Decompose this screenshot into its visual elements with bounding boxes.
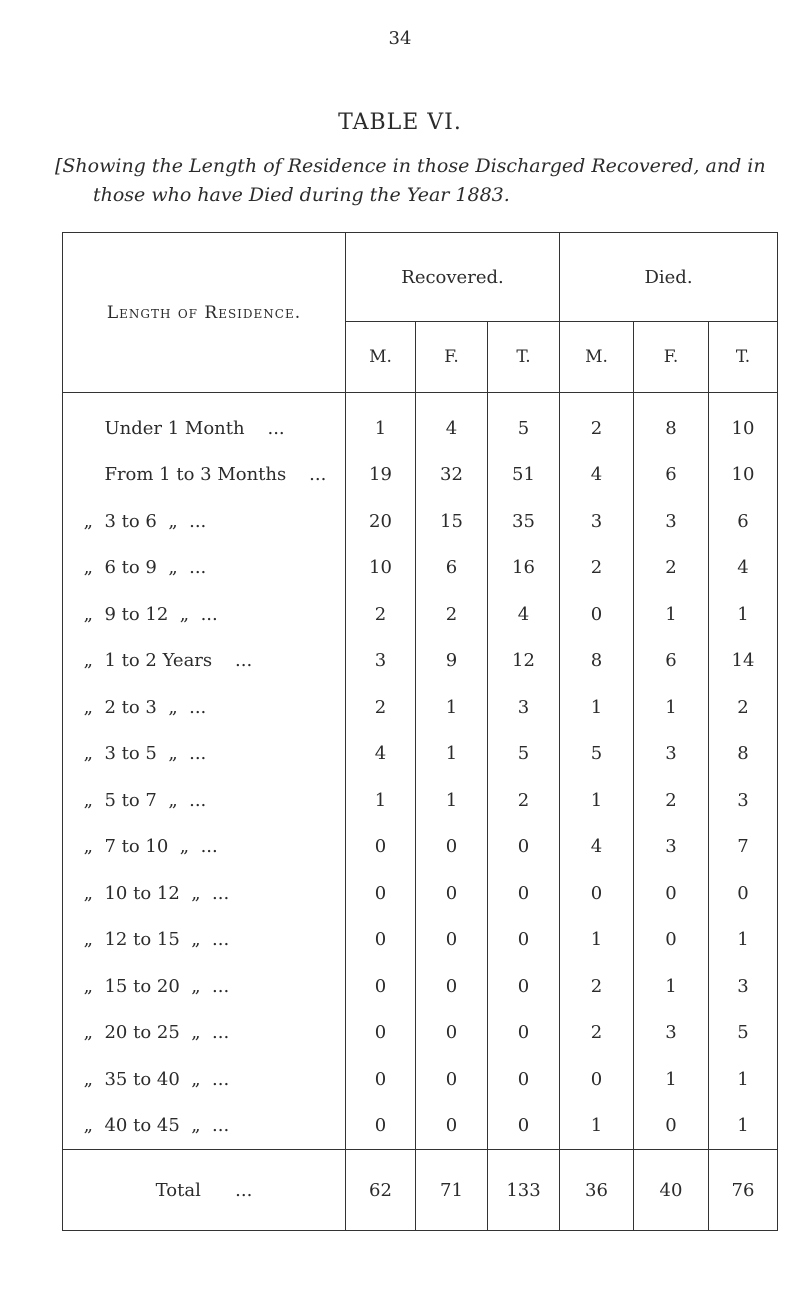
header-recovered-male: M. bbox=[346, 322, 416, 393]
cell-died-total: 1 bbox=[709, 591, 778, 638]
cell-recovered-female: 2 bbox=[416, 591, 488, 638]
leader-dots: ... bbox=[189, 696, 207, 718]
cell-recovered-total: 12 bbox=[488, 638, 560, 685]
cell-recovered-female: 1 bbox=[416, 777, 488, 824]
leader-dots: ... bbox=[309, 464, 327, 486]
cell-recovered-total: 5 bbox=[488, 393, 560, 452]
cell-recovered-total: 3 bbox=[488, 684, 560, 731]
cell-died-female: 1 bbox=[634, 684, 709, 731]
cell-died-male: 2 bbox=[560, 545, 634, 592]
total-label-cell bbox=[63, 1150, 346, 1231]
header-died-female: F. bbox=[634, 322, 709, 393]
leader-dots: ... bbox=[267, 417, 285, 439]
total-dots: ... bbox=[235, 1179, 253, 1201]
cell-died-male: 0 bbox=[560, 1056, 634, 1103]
cell-recovered-female: 0 bbox=[416, 1010, 488, 1057]
cell-died-male: 8 bbox=[560, 638, 634, 685]
unit-ditto-mark: „ bbox=[191, 929, 201, 951]
residence-label-cell bbox=[63, 1010, 346, 1057]
cell-died-female: 1 bbox=[634, 591, 709, 638]
unit-ditto-mark: „ bbox=[168, 789, 178, 811]
leader-dots: ... bbox=[189, 789, 207, 811]
cell-recovered-female: 0 bbox=[416, 824, 488, 871]
cell-recovered-male: 2 bbox=[346, 684, 416, 731]
residence-label-cell bbox=[63, 824, 346, 871]
cell-died-total: 4 bbox=[709, 545, 778, 592]
cell-recovered-male: 0 bbox=[346, 917, 416, 964]
table-row bbox=[63, 452, 778, 499]
leader-dots: ... bbox=[212, 1115, 230, 1137]
leader-dots: ... bbox=[189, 743, 207, 765]
total-recovered-total: 133 bbox=[488, 1150, 560, 1231]
leader-dots: ... bbox=[212, 929, 230, 951]
cell-recovered-female: 0 bbox=[416, 963, 488, 1010]
cell-recovered-female: 0 bbox=[416, 1103, 488, 1150]
caption-line-2: those who have Died during the Year 1883. bbox=[93, 184, 510, 206]
table-row bbox=[63, 731, 778, 778]
residence-range: From 1 to 3 Months bbox=[104, 464, 287, 486]
cell-died-female: 6 bbox=[634, 638, 709, 685]
residence-label-cell bbox=[63, 870, 346, 917]
unit-ditto-mark: „ bbox=[191, 1068, 201, 1090]
header-recovered: Recovered. bbox=[346, 233, 560, 322]
total-died-male: 36 bbox=[560, 1150, 634, 1231]
cell-recovered-male: 0 bbox=[346, 1103, 416, 1150]
cell-died-male: 1 bbox=[560, 777, 634, 824]
cell-recovered-total: 0 bbox=[488, 1103, 560, 1150]
cell-died-male: 2 bbox=[560, 963, 634, 1010]
ditto-mark: „ bbox=[83, 789, 93, 811]
ditto-mark: „ bbox=[83, 975, 93, 997]
residence-label-cell bbox=[63, 917, 346, 964]
cell-recovered-total: 0 bbox=[488, 870, 560, 917]
cell-died-total: 3 bbox=[709, 963, 778, 1010]
ditto-mark: „ bbox=[83, 557, 93, 579]
cell-died-male: 0 bbox=[560, 591, 634, 638]
header-length-of-residence: Length of Residence. bbox=[63, 233, 346, 393]
cell-recovered-female: 1 bbox=[416, 731, 488, 778]
cell-recovered-female: 15 bbox=[416, 498, 488, 545]
cell-recovered-male: 0 bbox=[346, 870, 416, 917]
table-row bbox=[63, 591, 778, 638]
table-row bbox=[63, 1056, 778, 1103]
leader-dots: ... bbox=[212, 882, 230, 904]
leader-dots: ... bbox=[212, 1022, 230, 1044]
cell-recovered-female: 0 bbox=[416, 917, 488, 964]
cell-recovered-total: 51 bbox=[488, 452, 560, 499]
cell-died-total: 1 bbox=[709, 1103, 778, 1150]
residence-range: 15 to 20 bbox=[104, 975, 180, 997]
cell-died-male: 3 bbox=[560, 498, 634, 545]
total-died-female: 40 bbox=[634, 1150, 709, 1231]
cell-recovered-female: 1 bbox=[416, 684, 488, 731]
cell-recovered-male: 0 bbox=[346, 824, 416, 871]
cell-recovered-female: 9 bbox=[416, 638, 488, 685]
table-row bbox=[63, 393, 778, 452]
cell-recovered-total: 2 bbox=[488, 777, 560, 824]
residence-range: 5 to 7 bbox=[104, 789, 157, 811]
residence-label-cell bbox=[63, 545, 346, 592]
header-recovered-female: F. bbox=[416, 322, 488, 393]
table-row bbox=[63, 824, 778, 871]
leader-dots: ... bbox=[200, 836, 218, 858]
ditto-mark: „ bbox=[83, 1068, 93, 1090]
total-died-total: 76 bbox=[709, 1150, 778, 1231]
cell-recovered-male: 0 bbox=[346, 963, 416, 1010]
residence-label-cell bbox=[63, 393, 346, 452]
cell-recovered-male: 1 bbox=[346, 393, 416, 452]
cell-recovered-total: 0 bbox=[488, 917, 560, 964]
table-body bbox=[63, 393, 778, 1150]
leader-dots: ... bbox=[212, 1068, 230, 1090]
table-row bbox=[63, 1103, 778, 1150]
cell-died-total: 10 bbox=[709, 452, 778, 499]
table-row bbox=[63, 777, 778, 824]
cell-died-female: 2 bbox=[634, 777, 709, 824]
cell-recovered-total: 35 bbox=[488, 498, 560, 545]
residence-range: 3 to 5 bbox=[104, 743, 157, 765]
table-row bbox=[63, 498, 778, 545]
ditto-mark: „ bbox=[83, 1115, 93, 1137]
cell-died-female: 8 bbox=[634, 393, 709, 452]
ditto-mark: „ bbox=[83, 510, 93, 532]
table-row bbox=[63, 1010, 778, 1057]
caption-line-1: [Showing the Length of Residence in those Discharged Recovered, and in bbox=[55, 155, 766, 177]
cell-died-female: 3 bbox=[634, 824, 709, 871]
table-row bbox=[63, 917, 778, 964]
leader-dots: ... bbox=[212, 975, 230, 997]
cell-recovered-total: 0 bbox=[488, 1056, 560, 1103]
residence-label-cell bbox=[63, 684, 346, 731]
residence-table bbox=[62, 232, 778, 1231]
cell-recovered-male: 0 bbox=[346, 1010, 416, 1057]
residence-label-cell bbox=[63, 963, 346, 1010]
cell-recovered-total: 5 bbox=[488, 731, 560, 778]
residence-range: 2 to 3 bbox=[104, 696, 157, 718]
cell-recovered-male: 19 bbox=[346, 452, 416, 499]
ditto-mark: „ bbox=[83, 1022, 93, 1044]
residence-label-cell bbox=[63, 498, 346, 545]
cell-recovered-male: 20 bbox=[346, 498, 416, 545]
cell-died-total: 3 bbox=[709, 777, 778, 824]
cell-recovered-total: 0 bbox=[488, 1010, 560, 1057]
residence-range: Under 1 Month bbox=[104, 417, 245, 439]
cell-recovered-female: 4 bbox=[416, 393, 488, 452]
ditto-mark: „ bbox=[83, 743, 93, 765]
unit-ditto-mark: „ bbox=[168, 696, 178, 718]
header-died: Died. bbox=[560, 233, 778, 322]
table-row bbox=[63, 963, 778, 1010]
cell-died-total: 14 bbox=[709, 638, 778, 685]
unit-ditto-mark: „ bbox=[168, 557, 178, 579]
residence-range: 1 to 2 Years bbox=[104, 650, 213, 672]
unit-ditto-mark: „ bbox=[191, 975, 201, 997]
leader-dots: ... bbox=[189, 557, 207, 579]
total-recovered-male: 62 bbox=[346, 1150, 416, 1231]
residence-range: 10 to 12 bbox=[104, 882, 180, 904]
cell-recovered-total: 16 bbox=[488, 545, 560, 592]
ditto-mark: „ bbox=[83, 603, 93, 625]
cell-died-total: 7 bbox=[709, 824, 778, 871]
cell-died-female: 0 bbox=[634, 917, 709, 964]
leader-dots: ... bbox=[200, 603, 218, 625]
cell-died-female: 0 bbox=[634, 1103, 709, 1150]
residence-range: 9 to 12 bbox=[104, 603, 169, 625]
residence-label-cell bbox=[63, 777, 346, 824]
unit-ditto-mark: „ bbox=[191, 1022, 201, 1044]
cell-died-total: 2 bbox=[709, 684, 778, 731]
residence-range: 3 to 6 bbox=[104, 510, 157, 532]
cell-died-male: 2 bbox=[560, 393, 634, 452]
total-recovered-female: 71 bbox=[416, 1150, 488, 1231]
header-died-total: T. bbox=[709, 322, 778, 393]
cell-died-female: 2 bbox=[634, 545, 709, 592]
cell-died-female: 3 bbox=[634, 498, 709, 545]
residence-label-cell bbox=[63, 452, 346, 499]
cell-died-male: 1 bbox=[560, 1103, 634, 1150]
table-caption bbox=[55, 152, 775, 210]
ditto-mark: „ bbox=[83, 929, 93, 951]
ditto-mark: „ bbox=[83, 650, 93, 672]
cell-recovered-female: 0 bbox=[416, 1056, 488, 1103]
table-row bbox=[63, 870, 778, 917]
cell-recovered-male: 4 bbox=[346, 731, 416, 778]
residence-label-cell bbox=[63, 731, 346, 778]
cell-died-female: 3 bbox=[634, 731, 709, 778]
residence-range: 40 to 45 bbox=[104, 1115, 180, 1137]
cell-died-male: 1 bbox=[560, 684, 634, 731]
table-row bbox=[63, 684, 778, 731]
cell-died-male: 4 bbox=[560, 824, 634, 871]
residence-label-cell bbox=[63, 1103, 346, 1150]
ditto-mark: „ bbox=[83, 696, 93, 718]
cell-died-female: 3 bbox=[634, 1010, 709, 1057]
cell-died-total: 0 bbox=[709, 870, 778, 917]
residence-label-cell bbox=[63, 1056, 346, 1103]
total-label: Total bbox=[155, 1179, 201, 1201]
residence-range: 35 to 40 bbox=[104, 1068, 180, 1090]
cell-died-female: 6 bbox=[634, 452, 709, 499]
unit-ditto-mark: „ bbox=[179, 836, 190, 858]
cell-died-total: 8 bbox=[709, 731, 778, 778]
residence-range: 12 to 15 bbox=[104, 929, 180, 951]
table-row bbox=[63, 638, 778, 685]
cell-died-female: 1 bbox=[634, 963, 709, 1010]
cell-died-total: 6 bbox=[709, 498, 778, 545]
cell-recovered-male: 3 bbox=[346, 638, 416, 685]
cell-recovered-total: 4 bbox=[488, 591, 560, 638]
cell-died-male: 2 bbox=[560, 1010, 634, 1057]
residence-range: 6 to 9 bbox=[104, 557, 157, 579]
cell-died-female: 0 bbox=[634, 870, 709, 917]
cell-died-total: 10 bbox=[709, 393, 778, 452]
ditto-mark: „ bbox=[83, 882, 93, 904]
cell-recovered-male: 2 bbox=[346, 591, 416, 638]
residence-range: 7 to 10 bbox=[104, 836, 169, 858]
cell-recovered-male: 10 bbox=[346, 545, 416, 592]
residence-label-cell bbox=[63, 638, 346, 685]
cell-died-total: 1 bbox=[709, 917, 778, 964]
unit-ditto-mark: „ bbox=[168, 510, 178, 532]
residence-range: 20 to 25 bbox=[104, 1022, 180, 1044]
leader-dots: ... bbox=[235, 650, 253, 672]
page-number: 34 bbox=[388, 28, 412, 49]
cell-died-total: 5 bbox=[709, 1010, 778, 1057]
cell-died-female: 1 bbox=[634, 1056, 709, 1103]
cell-recovered-total: 0 bbox=[488, 963, 560, 1010]
table-row bbox=[63, 545, 778, 592]
unit-ditto-mark: „ bbox=[179, 603, 190, 625]
cell-recovered-male: 1 bbox=[346, 777, 416, 824]
cell-died-total: 1 bbox=[709, 1056, 778, 1103]
cell-recovered-male: 0 bbox=[346, 1056, 416, 1103]
cell-died-male: 4 bbox=[560, 452, 634, 499]
unit-ditto-mark: „ bbox=[168, 743, 178, 765]
total-row bbox=[63, 1150, 778, 1231]
ditto-mark: „ bbox=[83, 836, 93, 858]
cell-recovered-female: 32 bbox=[416, 452, 488, 499]
residence-label-cell bbox=[63, 591, 346, 638]
header-recovered-total: T. bbox=[488, 322, 560, 393]
header-died-male: M. bbox=[560, 322, 634, 393]
leader-dots: ... bbox=[189, 510, 207, 532]
unit-ditto-mark: „ bbox=[191, 1115, 201, 1137]
cell-recovered-total: 0 bbox=[488, 824, 560, 871]
table-title: TABLE VI. bbox=[338, 110, 462, 135]
cell-died-male: 1 bbox=[560, 917, 634, 964]
cell-died-male: 0 bbox=[560, 870, 634, 917]
cell-recovered-female: 0 bbox=[416, 870, 488, 917]
cell-died-male: 5 bbox=[560, 731, 634, 778]
cell-recovered-female: 6 bbox=[416, 545, 488, 592]
unit-ditto-mark: „ bbox=[191, 882, 201, 904]
